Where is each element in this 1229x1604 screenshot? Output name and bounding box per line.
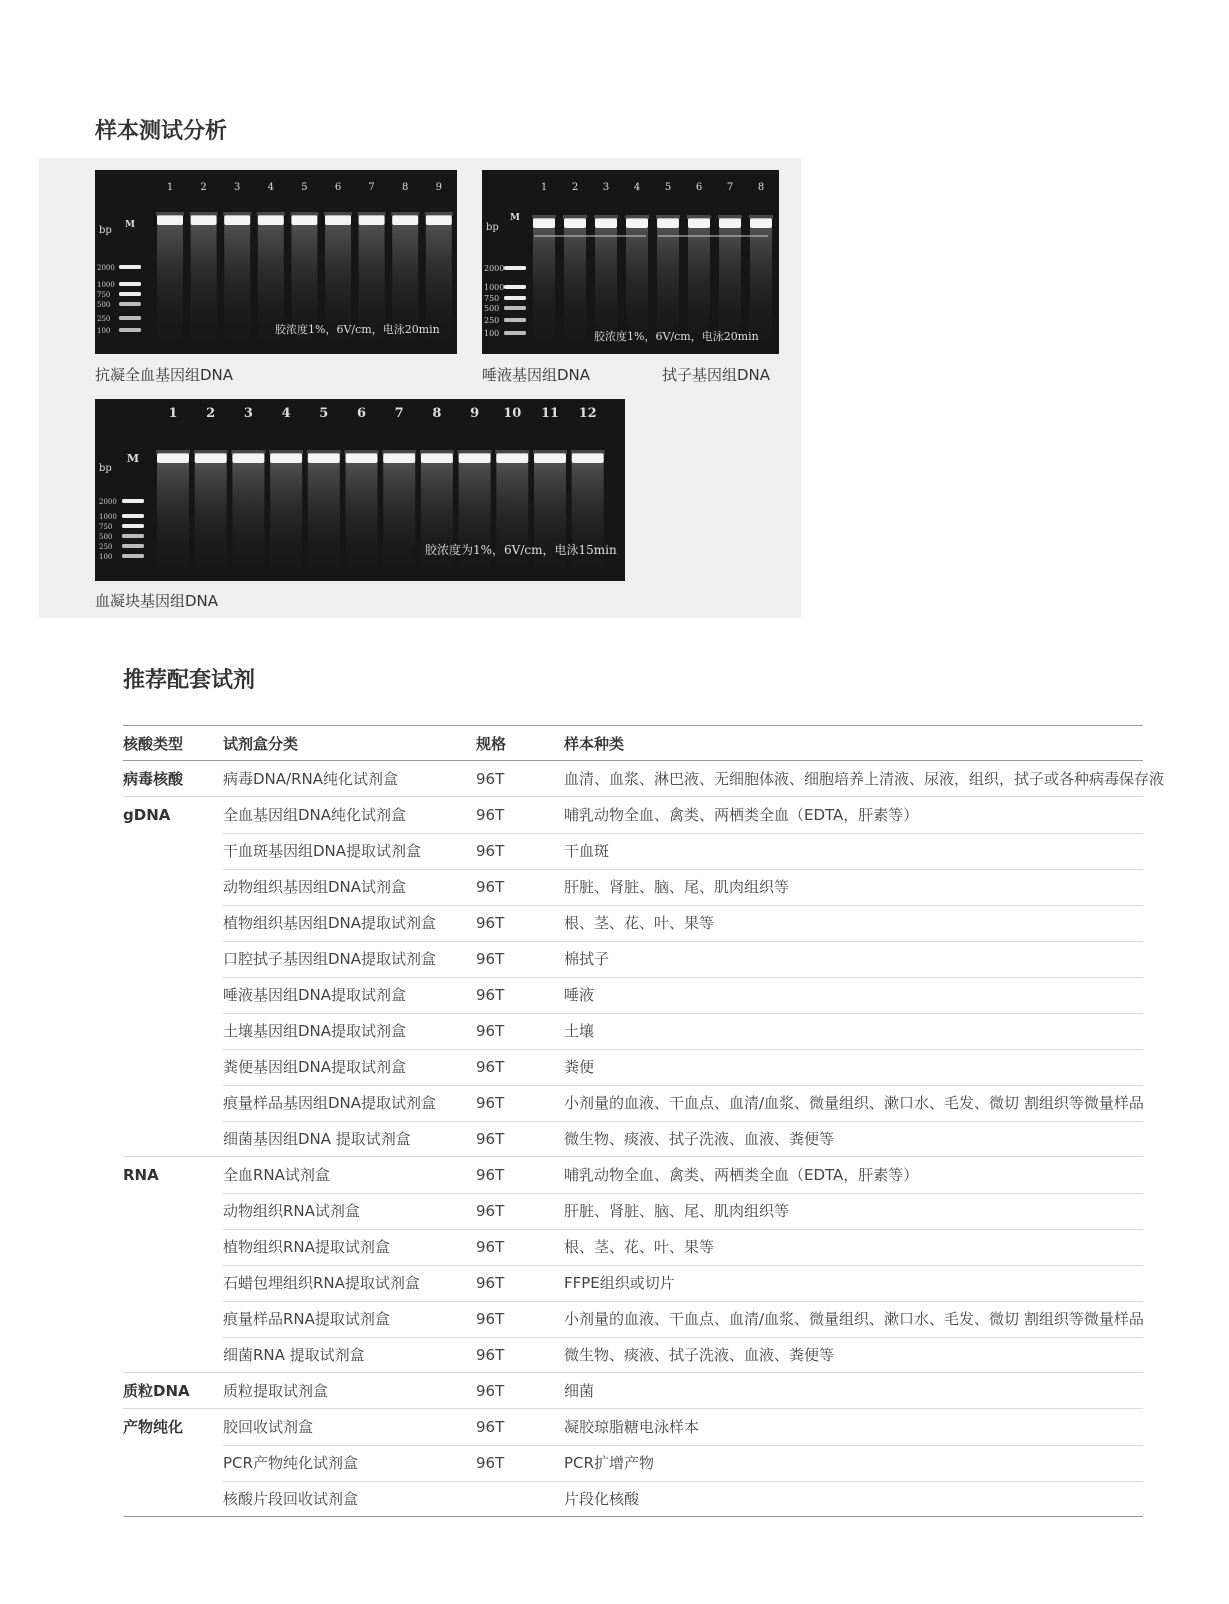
cell-sample-type: 细菌: [564, 1382, 595, 1400]
band-glow: [656, 215, 680, 219]
ladder-label: 2000: [484, 264, 505, 273]
cell-kit-name: 质粒提取试剂盒: [223, 1382, 329, 1400]
cell-sample-type: 凝胶琼脂糖电泳样本: [564, 1418, 700, 1436]
lane-number: 1: [540, 182, 548, 193]
band-glow: [420, 450, 454, 454]
header-sample-type: 样本种类: [564, 735, 625, 753]
ladder-label: 1000: [99, 513, 117, 521]
cell-kit-name: 细菌基因组DNA 提取试剂盒: [223, 1130, 411, 1148]
gel-image-whole-blood: [95, 170, 457, 354]
cell-spec: 96T: [476, 878, 505, 896]
ladder-label: 2000: [97, 264, 115, 272]
cell-spec: 96T: [476, 1382, 505, 1400]
lane-number: 7: [394, 406, 404, 421]
ladder-label: 2000: [99, 498, 117, 506]
cell-kit-name: 植物组织基因组DNA提取试剂盒: [223, 914, 437, 932]
lane-smear: [533, 223, 555, 349]
dna-band: [359, 215, 385, 225]
lane-smear: [195, 458, 227, 576]
dna-band: [719, 218, 741, 228]
band-glow: [345, 450, 379, 454]
cell-kit-name: 土壤基因组DNA提取试剂盒: [223, 1022, 407, 1040]
ladder-label: 100: [97, 327, 111, 335]
band-glow: [358, 212, 386, 216]
dna-band: [459, 453, 491, 463]
ladder-band: [119, 328, 141, 332]
lane-smear: [191, 220, 217, 349]
lane-smear: [496, 458, 528, 576]
ladder-band: [119, 302, 141, 306]
cell-sample-type: 片段化核酸: [564, 1490, 640, 1508]
table-header-row: [123, 725, 1143, 761]
band-glow: [532, 215, 556, 219]
ladder-label: 750: [97, 291, 111, 299]
band-glow: [231, 450, 265, 454]
cell-spec: 96T: [476, 1454, 505, 1472]
dna-band: [595, 218, 617, 228]
lane-smear: [270, 458, 302, 576]
band-glow: [749, 215, 773, 219]
lane-number: 7: [368, 182, 375, 193]
cell-kit-name: 粪便基因组DNA提取试剂盒: [223, 1058, 407, 1076]
lane-smear: [232, 458, 264, 576]
band-glow: [718, 215, 742, 219]
ladder-band: [122, 499, 144, 503]
lane-number: 1: [166, 182, 174, 193]
cell-nucleic-type: gDNA: [123, 806, 171, 824]
table-row: [123, 761, 1165, 797]
gel-conditions-note: 胶浓度1%，6V/cm，电泳20min: [275, 323, 440, 336]
cell-kit-name: 全血RNA试剂盒: [223, 1166, 330, 1184]
lane-number: 4: [633, 182, 641, 193]
lane-number: 8: [402, 182, 409, 193]
dna-band: [232, 453, 264, 463]
ladder-band: [504, 331, 526, 335]
band-glow: [324, 212, 352, 216]
ladder-band: [119, 316, 141, 320]
ladder-band: [504, 266, 526, 270]
band-glow: [625, 215, 649, 219]
gel-conditions-note: 胶浓度1%，6V/cm，电泳20min: [594, 330, 759, 343]
dna-band: [157, 215, 183, 225]
cell-spec: 96T: [476, 986, 505, 1004]
bp-label: bp: [486, 222, 499, 233]
cell-spec: 96T: [476, 1094, 505, 1112]
lane-number: 2: [206, 406, 216, 421]
cell-spec: 96T: [476, 950, 505, 968]
gel-conditions-note: 胶浓度为1%，6V/cm，电泳15min: [425, 543, 617, 557]
cell-sample-type: 微生物、痰液、拭子洗液、血液、粪便等: [564, 1130, 835, 1148]
lane-number: 5: [301, 182, 308, 193]
header-kit-category: 试剂盒分类: [223, 735, 299, 753]
table-row: [123, 1301, 1143, 1337]
cell-kit-name: 植物组织RNA提取试剂盒: [223, 1238, 390, 1256]
band-glow: [458, 450, 492, 454]
cell-sample-type: 肝脏、肾脏、脑、尾、肌肉组织等: [564, 878, 790, 896]
lane-smear: [459, 458, 491, 576]
band-glow: [194, 450, 228, 454]
cell-spec: 96T: [476, 1418, 505, 1436]
cell-spec: 96T: [476, 770, 505, 788]
band-glow: [290, 212, 318, 216]
dna-band: [191, 215, 217, 225]
ladder-band: [122, 534, 144, 538]
band-glow: [156, 450, 190, 454]
lane-number: 7: [726, 182, 734, 193]
ladder-label: 750: [484, 294, 500, 303]
dna-band: [157, 453, 189, 463]
ladder-band: [119, 292, 141, 296]
ladder-band: [504, 296, 526, 300]
cell-kit-name: 干血斑基因组DNA提取试剂盒: [223, 842, 422, 860]
cell-spec: 96T: [476, 1058, 505, 1076]
ladder-band: [122, 554, 144, 558]
lane-number: 6: [356, 406, 367, 421]
cell-spec: 96T: [476, 1274, 505, 1292]
cell-sample-type: 粪便: [564, 1058, 595, 1076]
dna-band: [657, 218, 679, 228]
cell-kit-name: 细菌RNA 提取试剂盒: [223, 1346, 365, 1364]
cell-spec: 96T: [476, 914, 505, 932]
ladder-label: 250: [99, 543, 113, 551]
table-row: [123, 905, 1143, 941]
cell-spec: 96T: [476, 1346, 505, 1364]
cell-sample-type: 哺乳动物全血、禽类、两栖类全血（EDTA，肝素等）: [564, 1166, 919, 1184]
cell-sample-type: 根、茎、花、叶、果等: [564, 1238, 715, 1256]
ladder-band: [119, 282, 141, 286]
cell-spec: 96T: [476, 842, 505, 860]
dna-band: [534, 453, 566, 463]
cell-kit-name: PCR产物纯化试剂盒: [223, 1454, 358, 1472]
cell-spec: 96T: [476, 1202, 505, 1220]
dna-band: [308, 453, 340, 463]
gel-1-svg: [95, 170, 457, 354]
cell-sample-type: 棉拭子: [564, 950, 610, 968]
dna-band: [533, 218, 555, 228]
ladder-label: 500: [97, 301, 111, 309]
band-glow: [269, 450, 303, 454]
cell-sample-type: FFPE组织或切片: [564, 1274, 675, 1292]
ladder-band: [122, 514, 144, 518]
lane-number: 4: [281, 406, 291, 421]
ladder-label: 1000: [97, 281, 115, 289]
band-glow: [307, 450, 341, 454]
lane-number: 9: [470, 406, 480, 421]
lane-number: 3: [234, 182, 241, 193]
cell-kit-name: 口腔拭子基因组DNA提取试剂盒: [223, 950, 437, 968]
lane-number: 5: [319, 406, 329, 421]
ladder-label: 500: [484, 304, 500, 313]
cell-sample-type: 微生物、痰液、拭子洗液、血液、粪便等: [564, 1346, 835, 1364]
cell-sample-type: 小剂量的血液、干血点、血清/血浆、微量组织、漱口水、毛发、微切 割组织等微量样品: [564, 1310, 1144, 1328]
dna-band: [426, 215, 452, 225]
lane-number: 1: [168, 406, 178, 421]
cell-spec: 96T: [476, 806, 505, 824]
table-row: [123, 1337, 1143, 1373]
lane-number: 10: [503, 406, 522, 421]
caption-swab-dna: 拭子基因组DNA: [662, 366, 771, 384]
cell-kit-name: 痕量样品RNA提取试剂盒: [223, 1310, 390, 1328]
ladder-band: [504, 285, 526, 289]
table-row: [123, 977, 1143, 1013]
lane-number: 9: [435, 182, 442, 193]
cell-sample-type: 根、茎、花、叶、果等: [564, 914, 715, 932]
section-title-sample-analysis: 样本测试分析: [95, 119, 228, 144]
header-spec: 规格: [476, 735, 507, 753]
cell-sample-type: 干血斑: [564, 842, 610, 860]
cell-kit-name: 胶回收试剂盒: [223, 1418, 314, 1436]
ladder-label: 1000: [484, 283, 505, 292]
lane-smear: [534, 458, 566, 576]
marker-label: M: [126, 452, 140, 465]
dna-band: [688, 218, 710, 228]
lane-smear: [383, 458, 415, 576]
section-title-recommended-reagents: 推荐配套试剂: [123, 668, 256, 693]
cell-sample-type: 血清、血浆、淋巴液、无细胞体液、细胞培养上清液、尿液，组织，拭子或各种病毒保存液: [564, 770, 1165, 788]
cell-kit-name: 痕量样品基因组DNA提取试剂盒: [223, 1094, 437, 1112]
ladder-label: 100: [484, 329, 500, 338]
lane-smear: [308, 458, 340, 576]
lane-smear: [572, 458, 604, 576]
lane-number: 11: [540, 406, 560, 421]
lane-smear: [421, 458, 453, 576]
cell-spec: 96T: [476, 1310, 505, 1328]
table-row: [123, 1445, 1143, 1481]
lane-number: 8: [432, 406, 442, 421]
band-glow: [594, 215, 618, 219]
ladder-label: 250: [484, 316, 500, 325]
lane-number: 2: [200, 182, 207, 193]
table-row: [123, 1481, 1143, 1517]
dna-band: [750, 218, 772, 228]
dna-band: [496, 453, 528, 463]
gel-2-svg: [482, 170, 779, 354]
cell-spec: 96T: [476, 1166, 505, 1184]
lane-number: 8: [757, 182, 765, 193]
gel-image-blood-clot: [95, 399, 625, 581]
cell-kit-name: 核酸片段回收试剂盒: [223, 1490, 359, 1508]
caption-saliva-dna: 唾液基因组DNA: [482, 366, 591, 384]
cell-sample-type: 土壤: [564, 1022, 595, 1040]
table-row: [123, 797, 1143, 833]
band-glow: [533, 450, 567, 454]
cell-sample-type: 唾液: [564, 986, 595, 1004]
caption-blood-clot-dna: 血凝块基因组DNA: [95, 592, 219, 610]
lane-smear: [224, 220, 250, 349]
cell-spec: 96T: [476, 1238, 505, 1256]
cell-kit-name: 病毒DNA/RNA纯化试剂盒: [223, 770, 398, 788]
cell-nucleic-type: 产物纯化: [123, 1418, 184, 1436]
bp-label: bp: [99, 463, 112, 474]
ladder-band: [122, 524, 144, 528]
ladder-label: 100: [99, 553, 113, 561]
band-glow: [495, 450, 529, 454]
band-glow: [382, 450, 416, 454]
table-row: [123, 1121, 1143, 1157]
dna-band: [270, 453, 302, 463]
cell-spec: 96T: [476, 1130, 505, 1148]
band-glow: [156, 212, 184, 216]
dna-band: [291, 215, 317, 225]
lane-smear: [157, 458, 189, 576]
band-glow: [425, 212, 453, 216]
lane-smear: [157, 220, 183, 349]
ladder-band: [119, 265, 141, 269]
gel-3-svg: [95, 399, 625, 581]
ladder-label: 750: [99, 523, 113, 531]
lane-number: 3: [243, 406, 253, 421]
band-glow: [563, 215, 587, 219]
band-glow: [257, 212, 285, 216]
band-glow: [391, 212, 419, 216]
header-nucleic-type: 核酸类型: [123, 735, 184, 753]
cell-sample-type: 肝脏、肾脏、脑、尾、肌肉组织等: [564, 1202, 790, 1220]
table-row: [123, 1193, 1143, 1229]
dna-band: [346, 453, 378, 463]
dna-band: [224, 215, 250, 225]
reagent-table: [123, 725, 1165, 1517]
table-row: [123, 1013, 1143, 1049]
cell-kit-name: 动物组织RNA试剂盒: [223, 1202, 360, 1220]
cell-kit-name: 全血基因组DNA纯化试剂盒: [223, 806, 407, 824]
table-row: [123, 833, 1143, 869]
cell-nucleic-type: RNA: [123, 1166, 159, 1184]
cell-sample-type: 小剂量的血液、干血点、血清/血浆、微量组织、漱口水、毛发、微切 割组织等微量样品: [564, 1094, 1144, 1112]
dna-band: [325, 215, 351, 225]
lane-smear: [346, 458, 378, 576]
table-row: [123, 1049, 1143, 1085]
dna-band: [392, 215, 418, 225]
table-row: [123, 1373, 1143, 1409]
table-row: [123, 869, 1143, 905]
dna-band: [195, 453, 227, 463]
band-glow: [571, 450, 605, 454]
lane-number: 5: [664, 182, 672, 193]
table-row: [123, 1409, 1143, 1445]
table-row: [123, 1157, 1143, 1193]
dna-band: [258, 215, 284, 225]
lane-number: 4: [267, 182, 274, 193]
cell-kit-name: 动物组织基因组DNA试剂盒: [223, 878, 407, 896]
band-glow: [687, 215, 711, 219]
marker-label: M: [125, 220, 135, 230]
lane-number: 3: [602, 182, 610, 193]
lane-smear: [564, 223, 586, 349]
lane-number: 12: [578, 406, 597, 421]
dna-band: [421, 453, 453, 463]
cell-sample-type: PCR扩增产物: [564, 1454, 654, 1472]
lane-number: 6: [695, 182, 703, 193]
table-row: [123, 941, 1143, 977]
band-glow: [223, 212, 251, 216]
cell-sample-type: 哺乳动物全血、禽类、两栖类全血（EDTA，肝素等）: [564, 806, 919, 824]
ladder-label: 250: [97, 315, 111, 323]
dna-band: [572, 453, 604, 463]
table-row: [123, 1085, 1143, 1121]
lane-number: 2: [571, 182, 579, 193]
bp-label: bp: [99, 225, 112, 236]
cell-spec: 96T: [476, 1022, 505, 1040]
marker-label: M: [510, 213, 520, 223]
ladder-band: [504, 306, 526, 310]
cell-nucleic-type: 质粒DNA: [123, 1382, 190, 1400]
band-glow: [190, 212, 218, 216]
ladder-band: [504, 318, 526, 322]
dna-band: [626, 218, 648, 228]
cell-nucleic-type: 病毒核酸: [123, 770, 184, 788]
ladder-band: [122, 544, 144, 548]
gel-image-saliva-swab: [482, 170, 779, 354]
table-row: [123, 1265, 1143, 1301]
cell-kit-name: 石蜡包埋组织RNA提取试剂盒: [223, 1274, 420, 1292]
table-row: [123, 1229, 1143, 1265]
dna-band: [383, 453, 415, 463]
caption-whole-blood-dna: 抗凝全血基因组DNA: [95, 366, 234, 384]
lane-number: 6: [334, 182, 342, 193]
cell-kit-name: 唾液基因组DNA提取试剂盒: [223, 986, 407, 1004]
dna-band: [564, 218, 586, 228]
ladder-label: 500: [99, 533, 113, 541]
table-body: [123, 761, 1165, 1517]
